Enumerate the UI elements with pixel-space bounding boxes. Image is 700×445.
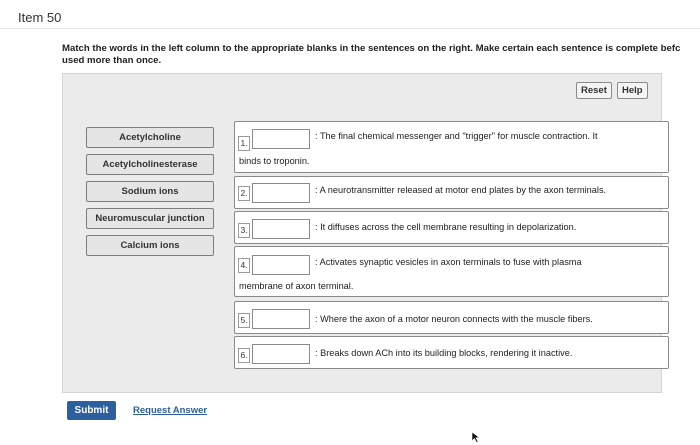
sentence-number: 6. xyxy=(238,348,250,363)
sentence-text: : Where the axon of a motor neuron connects with the muscle fibers. xyxy=(315,314,593,324)
word-calcium-ions[interactable]: Calcium ions xyxy=(86,235,214,256)
sentence-text-continued: binds to troponin. xyxy=(239,156,310,166)
answer-blank-2[interactable] xyxy=(252,183,310,203)
answer-blank-3[interactable] xyxy=(252,219,310,239)
sentence-3 xyxy=(234,211,669,244)
word-neuromuscular-junction[interactable]: Neuromuscular junction xyxy=(86,208,214,229)
sentence-number: 1. xyxy=(238,136,250,151)
word-acetylcholine[interactable]: Acetylcholine xyxy=(86,127,214,148)
sentence-number: 4. xyxy=(238,258,250,273)
sentence-text: : A neurotransmitter released at motor end plates by the axon terminals. xyxy=(315,185,607,195)
sentence-number: 2. xyxy=(238,186,250,201)
sentence-2 xyxy=(234,176,669,209)
answer-blank-1[interactable] xyxy=(252,129,310,149)
help-button[interactable]: Help xyxy=(617,82,648,99)
sentence-number: 3. xyxy=(238,223,250,238)
instructions xyxy=(62,43,700,67)
sentence-1 xyxy=(234,121,669,173)
answer-blank-5[interactable] xyxy=(252,309,310,329)
sentence-text: : It diffuses across the cell membrane resulting in depolarization. xyxy=(315,222,577,232)
mouse-cursor-icon xyxy=(471,431,481,443)
answer-blank-6[interactable] xyxy=(252,344,310,364)
sentence-text-continued: membrane of axon terminal. xyxy=(239,281,354,291)
item-title: Item 50 xyxy=(18,10,62,25)
submit-button[interactable]: Submit xyxy=(67,401,116,420)
word-acetylcholinesterase[interactable]: Acetylcholinesterase xyxy=(86,154,214,175)
reset-button[interactable]: Reset xyxy=(576,82,612,99)
sentence-text: : Activates synaptic vesicles in axon terminals to fuse with plasma xyxy=(315,257,582,267)
sentence-6 xyxy=(234,336,669,369)
sentence-text: : Breaks down ACh into its building blocks, rendering it inactive. xyxy=(315,348,573,358)
sentence-number: 5. xyxy=(238,313,250,328)
instructions-line-1: Match the words in the left column to the appropriate blanks in the sentences on the right. Make certain each sentence is complete befc xyxy=(62,43,681,54)
request-answer-link[interactable]: Request Answer xyxy=(133,405,208,416)
instructions-line-2: used more than once. xyxy=(62,55,162,66)
sentence-5 xyxy=(234,301,669,334)
word-sodium-ions[interactable]: Sodium ions xyxy=(86,181,214,202)
sentence-4 xyxy=(234,246,669,297)
answer-blank-4[interactable] xyxy=(252,255,310,275)
sentence-text: : The final chemical messenger and "trigger" for muscle contraction. It xyxy=(315,131,598,141)
header-divider xyxy=(0,28,700,29)
